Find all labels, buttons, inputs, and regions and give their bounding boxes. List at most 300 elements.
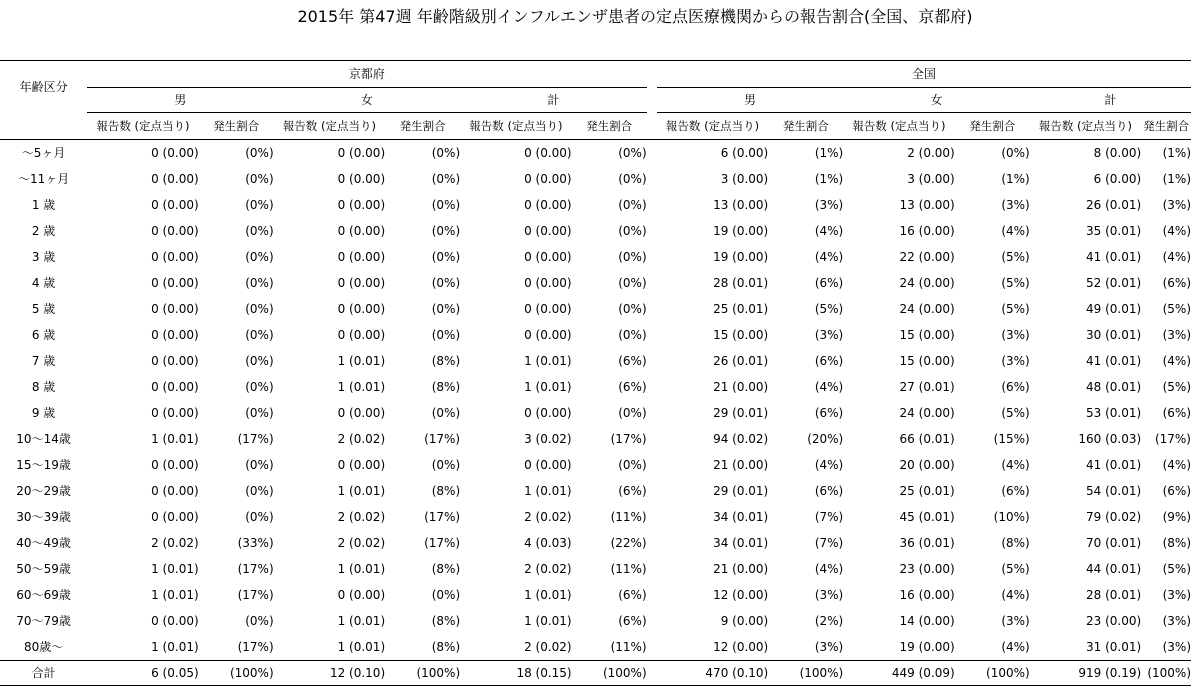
report-count-cell: 22 (0.00) [899, 250, 955, 264]
ratio-cell: (17%) [424, 510, 461, 524]
ratio-cell: (1%) [1162, 146, 1191, 160]
ratio-cell: (8%) [431, 614, 461, 628]
region-gap [647, 296, 657, 322]
influenza-report-table [0, 60, 1191, 686]
table-row [0, 530, 1191, 556]
ratio-cell: (17%) [237, 588, 274, 602]
report-count-cell: 0 (0.00) [151, 250, 199, 264]
report-count-cell: 0 (0.00) [524, 458, 572, 472]
ratio-cell: (5%) [1001, 250, 1030, 264]
ratio-cell: (4%) [814, 224, 844, 238]
report-count-cell: 0 (0.00) [524, 276, 572, 290]
report-count-cell: 24 (0.00) [899, 302, 955, 316]
report-count-cell: 94 (0.02) [713, 432, 769, 446]
report-count-cell: 12 (0.00) [713, 640, 769, 654]
col-ratio-header: 発生割合 [1141, 113, 1191, 140]
col-ratio-header: 発生割合 [955, 113, 1030, 140]
report-count-cell: 34 (0.01) [713, 536, 769, 550]
ratio-cell: (0%) [245, 328, 274, 342]
col-report-header: 報告数 (定点当り) [87, 113, 198, 140]
ratio-cell: (0%) [431, 302, 461, 316]
report-count-cell: 25 (0.01) [899, 484, 955, 498]
report-count-cell: 0 (0.00) [151, 172, 199, 186]
ratio-cell: (0%) [618, 302, 647, 316]
region-gap [647, 426, 657, 452]
report-count-cell: 0 (0.00) [337, 588, 386, 602]
ratio-cell: (0%) [245, 406, 274, 420]
ratio-cell: (0%) [245, 354, 274, 368]
ratio-cell: (0%) [618, 224, 647, 238]
ratio-cell: (6%) [1001, 484, 1030, 498]
ratio-cell: (5%) [1162, 302, 1191, 316]
report-count-cell: 13 (0.00) [713, 198, 769, 212]
age-label: 1 歳 [31, 198, 56, 212]
ratio-cell: (0%) [245, 614, 274, 628]
ratio-cell: (4%) [1162, 354, 1191, 368]
table-row [0, 478, 1191, 504]
report-count-cell: 41 (0.01) [1086, 354, 1142, 368]
region-gap [647, 348, 657, 374]
ratio-cell: (3%) [1162, 198, 1191, 212]
report-count-cell: 28 (0.01) [1086, 588, 1142, 602]
ratio-cell: (1%) [1162, 172, 1191, 186]
report-count-cell: 6 (0.00) [720, 146, 769, 160]
report-count-cell: 0 (0.00) [524, 198, 572, 212]
region-gap [647, 166, 657, 192]
region-gap [647, 504, 657, 530]
report-count-cell: 0 (0.00) [337, 302, 386, 316]
ratio-cell: (8%) [431, 640, 461, 654]
report-count-cell: 0 (0.00) [151, 302, 199, 316]
age-label: 7 歳 [31, 354, 56, 368]
ratio-cell: (5%) [1001, 302, 1030, 316]
ratio-cell: (0%) [245, 198, 274, 212]
report-count-cell: 2 (0.02) [524, 562, 572, 576]
ratio-cell: (17%) [424, 432, 461, 446]
report-count-cell: 1 (0.01) [524, 380, 572, 394]
table-row [0, 400, 1191, 426]
ratio-cell: (0%) [431, 406, 461, 420]
ratio-cell: (0%) [618, 406, 647, 420]
report-count-cell: 27 (0.01) [899, 380, 955, 394]
report-count-cell: 449 (0.09) [843, 661, 954, 686]
report-count-cell: 0 (0.00) [151, 328, 199, 342]
report-count-cell: 6 (0.05) [87, 661, 198, 686]
report-count-cell: 0 (0.00) [151, 224, 199, 238]
table-row [0, 634, 1191, 661]
age-label: 8 歳 [31, 380, 56, 394]
ratio-cell: (0%) [618, 250, 647, 264]
report-count-cell: 18 (0.15) [460, 661, 571, 686]
ratio-cell: (5%) [1162, 562, 1191, 576]
ratio-cell: (17%) [237, 432, 274, 446]
table-row [0, 140, 1191, 167]
age-label: 20〜29歳 [16, 484, 71, 498]
report-count-cell: 0 (0.00) [524, 328, 572, 342]
ratio-cell: (3%) [814, 640, 844, 654]
report-count-cell: 2 (0.02) [524, 640, 572, 654]
report-count-cell: 0 (0.00) [337, 198, 386, 212]
col-ratio-header: 発生割合 [385, 113, 460, 140]
report-count-cell: 2 (0.02) [337, 432, 386, 446]
sex-header-kyoto-male: 男 [87, 88, 273, 113]
report-count-cell: 0 (0.00) [337, 406, 386, 420]
report-count-cell: 0 (0.00) [151, 510, 199, 524]
ratio-cell: (11%) [610, 640, 647, 654]
ratio-cell: (0%) [431, 588, 461, 602]
ratio-cell: (9%) [1162, 510, 1191, 524]
report-count-cell: 79 (0.02) [1086, 510, 1142, 524]
region-gap [647, 478, 657, 504]
report-count-cell: 41 (0.01) [1086, 250, 1142, 264]
ratio-cell: (8%) [1162, 536, 1191, 550]
ratio-cell: (6%) [1162, 406, 1191, 420]
table-row [0, 608, 1191, 634]
report-count-cell: 0 (0.00) [524, 146, 572, 160]
report-count-cell: 0 (0.00) [337, 146, 386, 160]
ratio-cell: (0%) [245, 302, 274, 316]
region-gap [647, 400, 657, 426]
ratio-cell: (4%) [814, 562, 844, 576]
ratio-cell: (0%) [245, 146, 274, 160]
col-report-header: 報告数 (定点当り) [460, 113, 571, 140]
ratio-cell: (6%) [814, 276, 844, 290]
report-count-cell: 45 (0.01) [899, 510, 955, 524]
report-count-cell: 160 (0.03) [1078, 432, 1142, 446]
ratio-cell: (5%) [1001, 276, 1030, 290]
ratio-cell: (0%) [618, 198, 647, 212]
ratio-cell: (8%) [431, 562, 461, 576]
ratio-cell: (8%) [431, 380, 461, 394]
age-label: 30〜39歳 [16, 510, 71, 524]
ratio-cell: (5%) [1001, 562, 1030, 576]
ratio-cell: (0%) [1001, 146, 1030, 160]
ratio-cell: (3%) [814, 328, 844, 342]
region-gap [647, 530, 657, 556]
ratio-cell: (17%) [424, 536, 461, 550]
report-count-cell: 23 (0.00) [899, 562, 955, 576]
ratio-cell: (100%) [199, 661, 274, 686]
region-gap [647, 608, 657, 634]
ratio-cell: (0%) [245, 458, 274, 472]
report-count-cell: 8 (0.00) [1093, 146, 1142, 160]
report-count-cell: 0 (0.00) [151, 198, 199, 212]
report-count-cell: 0 (0.00) [337, 250, 386, 264]
report-count-cell: 1 (0.01) [524, 588, 572, 602]
region-gap [647, 192, 657, 218]
region-header-national: 全国 [657, 61, 1191, 88]
ratio-cell: (3%) [814, 588, 844, 602]
ratio-cell: (0%) [618, 276, 647, 290]
ratio-cell: (6%) [618, 614, 647, 628]
ratio-cell: (0%) [431, 250, 461, 264]
report-count-cell: 30 (0.01) [1086, 328, 1142, 342]
ratio-cell: (0%) [245, 172, 274, 186]
ratio-cell: (0%) [245, 484, 274, 498]
region-gap [647, 140, 657, 167]
ratio-cell: (11%) [610, 562, 647, 576]
ratio-cell: (4%) [1001, 224, 1030, 238]
ratio-cell: (3%) [1162, 328, 1191, 342]
report-count-cell: 0 (0.00) [337, 172, 386, 186]
ratio-cell: (0%) [245, 250, 274, 264]
age-label: 10〜14歳 [16, 432, 71, 446]
ratio-cell: (17%) [610, 432, 647, 446]
report-count-cell: 25 (0.01) [713, 302, 769, 316]
ratio-cell: (11%) [610, 510, 647, 524]
report-count-cell: 26 (0.01) [713, 354, 769, 368]
sex-header-national-male: 男 [657, 88, 843, 113]
ratio-cell: (6%) [618, 354, 647, 368]
ratio-cell: (1%) [814, 146, 844, 160]
ratio-cell: (3%) [1162, 588, 1191, 602]
ratio-cell: (0%) [245, 510, 274, 524]
report-count-cell: 919 (0.19) [1030, 661, 1141, 686]
ratio-cell: (4%) [814, 380, 844, 394]
ratio-cell: (7%) [814, 510, 844, 524]
report-count-cell: 21 (0.00) [713, 562, 769, 576]
report-count-cell: 0 (0.00) [151, 276, 199, 290]
table-row [0, 504, 1191, 530]
ratio-cell: (10%) [993, 510, 1030, 524]
table-row [0, 322, 1191, 348]
report-count-cell: 29 (0.01) [713, 484, 769, 498]
ratio-cell: (3%) [1162, 614, 1191, 628]
ratio-cell: (4%) [1001, 458, 1030, 472]
ratio-cell: (0%) [618, 172, 647, 186]
age-label: 6 歳 [31, 328, 56, 342]
age-column-header: 年齢区分 [0, 61, 87, 113]
report-count-cell: 0 (0.00) [151, 354, 199, 368]
table-row [0, 244, 1191, 270]
region-gap [647, 556, 657, 582]
ratio-cell: (2%) [814, 614, 844, 628]
report-count-cell: 1 (0.01) [524, 614, 572, 628]
report-count-cell: 14 (0.00) [899, 614, 955, 628]
report-count-cell: 2 (0.02) [151, 536, 199, 550]
report-count-cell: 16 (0.00) [899, 588, 955, 602]
report-count-cell: 29 (0.01) [713, 406, 769, 420]
ratio-cell: (4%) [1162, 224, 1191, 238]
region-gap [647, 270, 657, 296]
ratio-cell: (3%) [1001, 198, 1030, 212]
report-count-cell: 12 (0.00) [713, 588, 769, 602]
report-count-cell: 1 (0.01) [524, 484, 572, 498]
ratio-cell: (4%) [814, 250, 844, 264]
ratio-cell: (6%) [814, 484, 844, 498]
report-count-cell: 1 (0.01) [337, 614, 386, 628]
ratio-cell: (8%) [431, 354, 461, 368]
ratio-cell: (15%) [993, 432, 1030, 446]
ratio-cell: (8%) [1001, 536, 1030, 550]
report-count-cell: 49 (0.01) [1086, 302, 1142, 316]
report-count-cell: 0 (0.00) [151, 458, 199, 472]
ratio-cell: (6%) [618, 588, 647, 602]
report-count-cell: 0 (0.00) [337, 458, 386, 472]
ratio-cell: (100%) [572, 661, 647, 686]
region-gap [647, 244, 657, 270]
region-gap [647, 634, 657, 661]
ratio-cell: (3%) [1001, 328, 1030, 342]
age-label: 9 歳 [31, 406, 56, 420]
report-count-cell: 19 (0.00) [899, 640, 955, 654]
report-count-cell: 2 (0.02) [337, 510, 386, 524]
ratio-cell: (0%) [431, 198, 461, 212]
report-count-cell: 19 (0.00) [713, 250, 769, 264]
age-label: 60〜69歳 [16, 588, 71, 602]
report-count-cell: 26 (0.01) [1086, 198, 1142, 212]
report-count-cell: 1 (0.01) [337, 562, 386, 576]
ratio-cell: (0%) [245, 380, 274, 394]
report-count-cell: 13 (0.00) [899, 198, 955, 212]
report-count-cell: 2 (0.02) [337, 536, 386, 550]
report-count-cell: 44 (0.01) [1086, 562, 1142, 576]
report-count-cell: 0 (0.00) [151, 380, 199, 394]
table-row [0, 270, 1191, 296]
ratio-cell: (3%) [1001, 614, 1030, 628]
region-gap [647, 218, 657, 244]
ratio-cell: (8%) [431, 484, 461, 498]
report-count-cell: 470 (0.10) [657, 661, 768, 686]
col-ratio-header: 発生割合 [572, 113, 647, 140]
region-gap [647, 452, 657, 478]
ratio-cell: (7%) [814, 536, 844, 550]
report-count-cell: 24 (0.00) [899, 406, 955, 420]
age-label: 15〜19歳 [16, 458, 71, 472]
report-count-cell: 1 (0.01) [337, 484, 386, 498]
ratio-cell: (4%) [1162, 250, 1191, 264]
ratio-cell: (6%) [814, 406, 844, 420]
ratio-cell: (22%) [610, 536, 647, 550]
ratio-cell: (0%) [618, 458, 647, 472]
report-count-cell: 34 (0.01) [713, 510, 769, 524]
ratio-cell: (0%) [431, 146, 461, 160]
ratio-cell: (100%) [1141, 661, 1191, 686]
report-count-cell: 15 (0.00) [899, 328, 955, 342]
table-row [0, 166, 1191, 192]
report-count-cell: 15 (0.00) [899, 354, 955, 368]
ratio-cell: (4%) [1162, 458, 1191, 472]
col-report-header: 報告数 (定点当り) [274, 113, 385, 140]
ratio-cell: (0%) [431, 224, 461, 238]
report-count-cell: 12 (0.10) [274, 661, 385, 686]
total-label: 合計 [0, 661, 87, 686]
report-count-cell: 21 (0.00) [713, 458, 769, 472]
report-count-cell: 0 (0.00) [524, 250, 572, 264]
report-count-cell: 41 (0.01) [1086, 458, 1142, 472]
ratio-cell: (3%) [814, 198, 844, 212]
age-label: 40〜49歳 [16, 536, 71, 550]
ratio-cell: (6%) [814, 354, 844, 368]
report-count-cell: 24 (0.00) [899, 276, 955, 290]
ratio-cell: (20%) [807, 432, 844, 446]
report-count-cell: 0 (0.00) [524, 172, 572, 186]
report-count-cell: 20 (0.00) [899, 458, 955, 472]
ratio-cell: (0%) [431, 328, 461, 342]
report-count-cell: 66 (0.01) [899, 432, 955, 446]
ratio-cell: (0%) [431, 276, 461, 290]
sex-header-kyoto-female: 女 [274, 88, 460, 113]
report-count-cell: 0 (0.00) [524, 302, 572, 316]
table-row [0, 426, 1191, 452]
ratio-cell: (4%) [1001, 588, 1030, 602]
age-label: 5 歳 [31, 302, 56, 316]
page-title: 2015年 第47週 年齢階級別インフルエンザ患者の定点医療機関からの報告割合(全国、京都府) [297, 7, 973, 26]
ratio-cell: (5%) [1001, 406, 1030, 420]
ratio-cell: (4%) [814, 458, 844, 472]
ratio-cell: (6%) [1162, 484, 1191, 498]
age-label: 4 歳 [31, 276, 56, 290]
table-row [0, 374, 1191, 400]
report-count-cell: 1 (0.01) [151, 588, 199, 602]
report-count-cell: 1 (0.01) [151, 640, 199, 654]
table-row [0, 192, 1191, 218]
col-report-header: 報告数 (定点当り) [1030, 113, 1141, 140]
sex-header-kyoto-total: 計 [460, 88, 647, 113]
report-count-cell: 3 (0.00) [907, 172, 955, 186]
ratio-cell: (0%) [618, 328, 647, 342]
age-label: 50〜59歳 [16, 562, 71, 576]
col-ratio-header: 発生割合 [199, 113, 274, 140]
ratio-cell: (100%) [955, 661, 1030, 686]
report-count-cell: 0 (0.00) [151, 484, 199, 498]
ratio-cell: (5%) [814, 302, 844, 316]
report-count-cell: 0 (0.00) [524, 406, 572, 420]
ratio-cell: (100%) [768, 661, 843, 686]
report-count-cell: 1 (0.01) [151, 562, 199, 576]
report-count-cell: 31 (0.01) [1086, 640, 1142, 654]
ratio-cell: (0%) [618, 146, 647, 160]
sex-header-national-female: 女 [843, 88, 1029, 113]
report-count-cell: 1 (0.01) [151, 432, 199, 446]
ratio-cell: (17%) [237, 640, 274, 654]
col-report-header: 報告数 (定点当り) [843, 113, 954, 140]
ratio-cell: (5%) [1162, 380, 1191, 394]
report-count-cell: 19 (0.00) [713, 224, 769, 238]
col-report-header: 報告数 (定点当り) [657, 113, 768, 140]
age-label: 80歳〜 [23, 640, 64, 654]
ratio-cell: (17%) [1154, 432, 1191, 446]
report-count-cell: 0 (0.00) [337, 224, 386, 238]
report-count-cell: 16 (0.00) [899, 224, 955, 238]
report-count-cell: 48 (0.01) [1086, 380, 1142, 394]
report-count-cell: 1 (0.01) [337, 380, 386, 394]
report-count-cell: 3 (0.02) [524, 432, 572, 446]
report-count-cell: 21 (0.00) [713, 380, 769, 394]
ratio-cell: (1%) [814, 172, 844, 186]
report-count-cell: 54 (0.01) [1086, 484, 1142, 498]
report-count-cell: 1 (0.01) [524, 354, 572, 368]
ratio-cell: (0%) [245, 276, 274, 290]
ratio-cell: (33%) [237, 536, 274, 550]
ratio-cell: (0%) [431, 172, 461, 186]
region-gap [647, 322, 657, 348]
report-count-cell: 0 (0.00) [524, 224, 572, 238]
report-count-cell: 0 (0.00) [151, 614, 199, 628]
ratio-cell: (3%) [1001, 354, 1030, 368]
table-row [0, 348, 1191, 374]
report-count-cell: 52 (0.01) [1086, 276, 1142, 290]
sex-header-national-total: 計 [1030, 88, 1191, 113]
report-count-cell: 0 (0.00) [337, 328, 386, 342]
report-count-cell: 3 (0.00) [720, 172, 769, 186]
table-row [0, 452, 1191, 478]
table-row [0, 556, 1191, 582]
report-count-cell: 4 (0.03) [524, 536, 572, 550]
report-count-cell: 53 (0.01) [1086, 406, 1142, 420]
ratio-cell: (0%) [431, 458, 461, 472]
age-label: 〜11ヶ月 [17, 172, 70, 186]
